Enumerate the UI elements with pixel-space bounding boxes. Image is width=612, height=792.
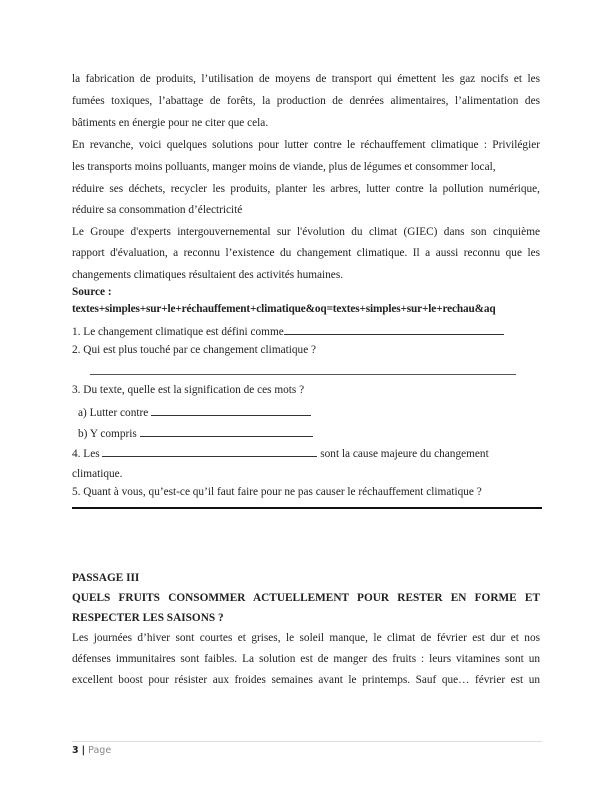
section-divider (72, 507, 542, 509)
text-line: rapport d'évaluation, a reconnu l’existence du changement climatique. Il a aussi reconnu que les (72, 247, 540, 259)
answer-blank (284, 323, 504, 335)
passage-label: PASSAGE III (72, 572, 140, 584)
page-footer (72, 745, 111, 756)
passage-title: QUELS FRUITS CONSOMMER ACTUELLEMENT POUR RESTER EN FORME ET (72, 592, 540, 604)
answer-blank (140, 425, 313, 437)
question-text: sont la cause majeure du changement (320, 448, 489, 460)
question-text: 4. Les (72, 448, 100, 460)
answer-line (90, 374, 516, 375)
question-text: a) Lutter contre (78, 407, 149, 419)
passage-title: RESPECTER LES SAISONS ? (72, 612, 224, 624)
text-line: les transports moins polluants, manger moins de viande, plus de légumes et consommer local, (72, 161, 496, 173)
source-label: Source : (72, 286, 112, 298)
footer-separator: | (81, 745, 86, 756)
page-label: Page (88, 745, 112, 756)
text-line: excellent boost pour résister aux froides semaines avant le printemps. Sauf que… février est un (72, 674, 540, 686)
text-line: changements climatiques résultaient des activités humaines. (72, 269, 344, 281)
answer-blank (151, 404, 311, 416)
question-3b (78, 425, 546, 441)
text-line: En revanche, voici quelques solutions pour lutter contre le réchauffement climatique : Privilégier (72, 139, 540, 151)
page-number: 3 (72, 745, 79, 756)
question-3: 3. Du texte, quelle est la signification de ces mots ? (72, 384, 305, 396)
question-1 (72, 323, 540, 339)
question-4-continued: climatique. (72, 468, 123, 480)
text-line: réduire sa consommation d’électricité (72, 204, 243, 216)
text-line: défenses immunitaires sont faibles. La solution est de manger des fruits : leurs vitamines sont un (72, 653, 540, 665)
answer-blank (102, 445, 317, 457)
text-line: fumées toxiques, l’abattage de forêts, la production de denrées alimentaires, l’alimentation des (72, 95, 540, 107)
question-4 (72, 445, 540, 461)
question-5: 5. Quant à vous, qu’est-ce qu’il faut faire pour ne pas causer le réchauffement climatique ? (72, 486, 482, 498)
question-text: 1. Le changement climatique est défini comme (72, 326, 284, 338)
text-line: bâtiments en énergie pour ne citer que cela. (72, 117, 269, 129)
text-line: Les journées d’hiver sont courtes et grises, le soleil manque, le climat de février est dur et nos (72, 632, 540, 644)
footer-rule (72, 741, 542, 742)
text-line: réduire ses déchets, recycler les produits, planter les arbres, lutter contre la pollution numérique, (72, 183, 540, 195)
text-line: Le Groupe d'experts intergouvernemental sur l'évolution du climat (GIEC) dans son cinquième (72, 226, 540, 238)
question-text: b) Y compris (78, 428, 137, 440)
text-line: la fabrication de produits, l’utilisation de moyens de transport qui émettent les gaz nocifs et les (72, 73, 540, 85)
question-2: 2. Qui est plus touché par ce changement climatique ? (72, 344, 317, 356)
question-3a (78, 404, 546, 420)
source-text: textes+simples+sur+le+réchauffement+climatique&oq=textes+simples+sur+le+rechau&aq (72, 303, 496, 315)
